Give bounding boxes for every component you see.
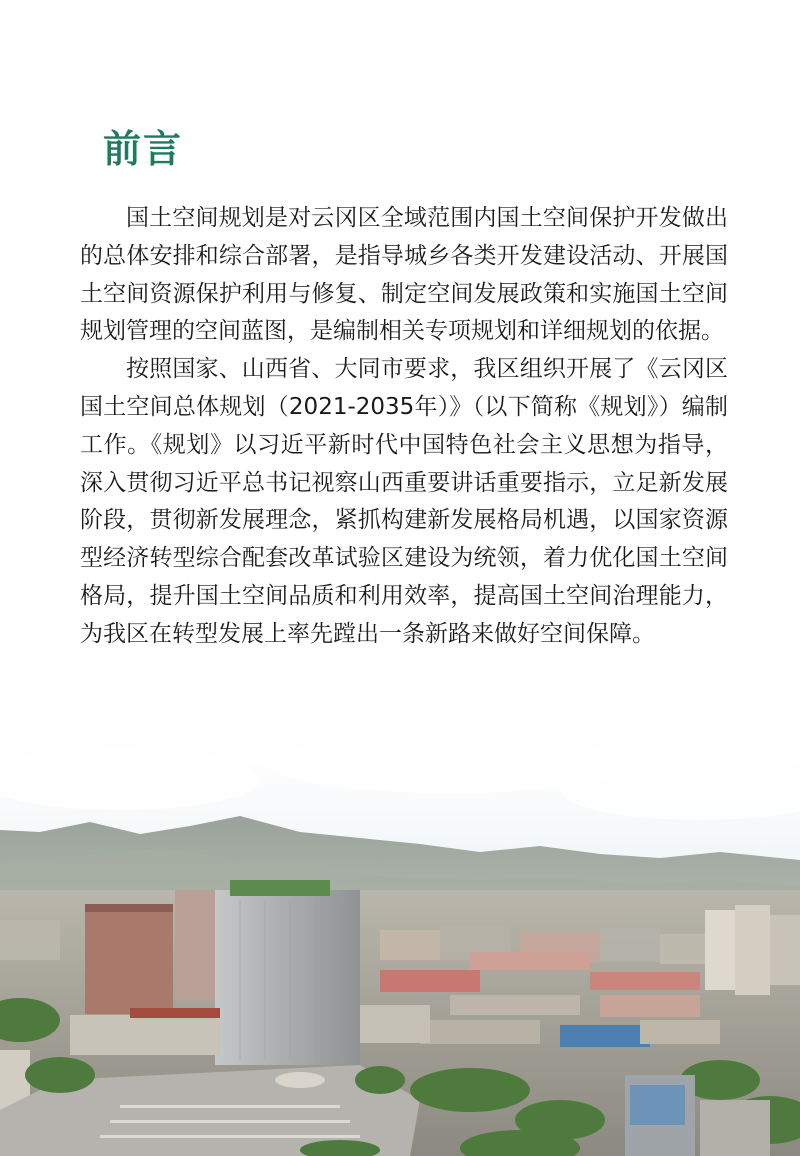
preface-paragraph-1: 国土空间规划是对云冈区全域范围内国土空间保护开发做出的总体安排和综合部署，是指导城乡各类开发建设活动、开展国土空间资源保护利用与修复、制定空间发展政策和实施国土空间规划管理的空间蓝图，是编制相关专项规划和详细规划的依据。 bbox=[80, 205, 728, 345]
page-title: 前言 bbox=[103, 127, 184, 171]
preface-paragraph-2: 按照国家、山西省、大同市要求，我区组织开展了《云冈区国土空间总体规划（2021-2035年）》（以下简称《规划》）编制工作。《规划》以习近平新时代中国特色社会主义思想为指导，深入贯彻习近平总书记视察山西重要讲话重要指示，立足新发展阶段，贯彻新发展理念，紧抓构建新发展格局机遇，以国家资源型经济转型综合配套改革试验区建设为统领，着力优化国土空间格局，提升国土空间品质和利用效率，提高国土空间治理能力，为我区在转型发展上率先蹚出一条新路来做好空间保障。 bbox=[80, 356, 728, 647]
preface-body bbox=[80, 200, 728, 654]
city-aerial-photo bbox=[0, 720, 800, 1156]
